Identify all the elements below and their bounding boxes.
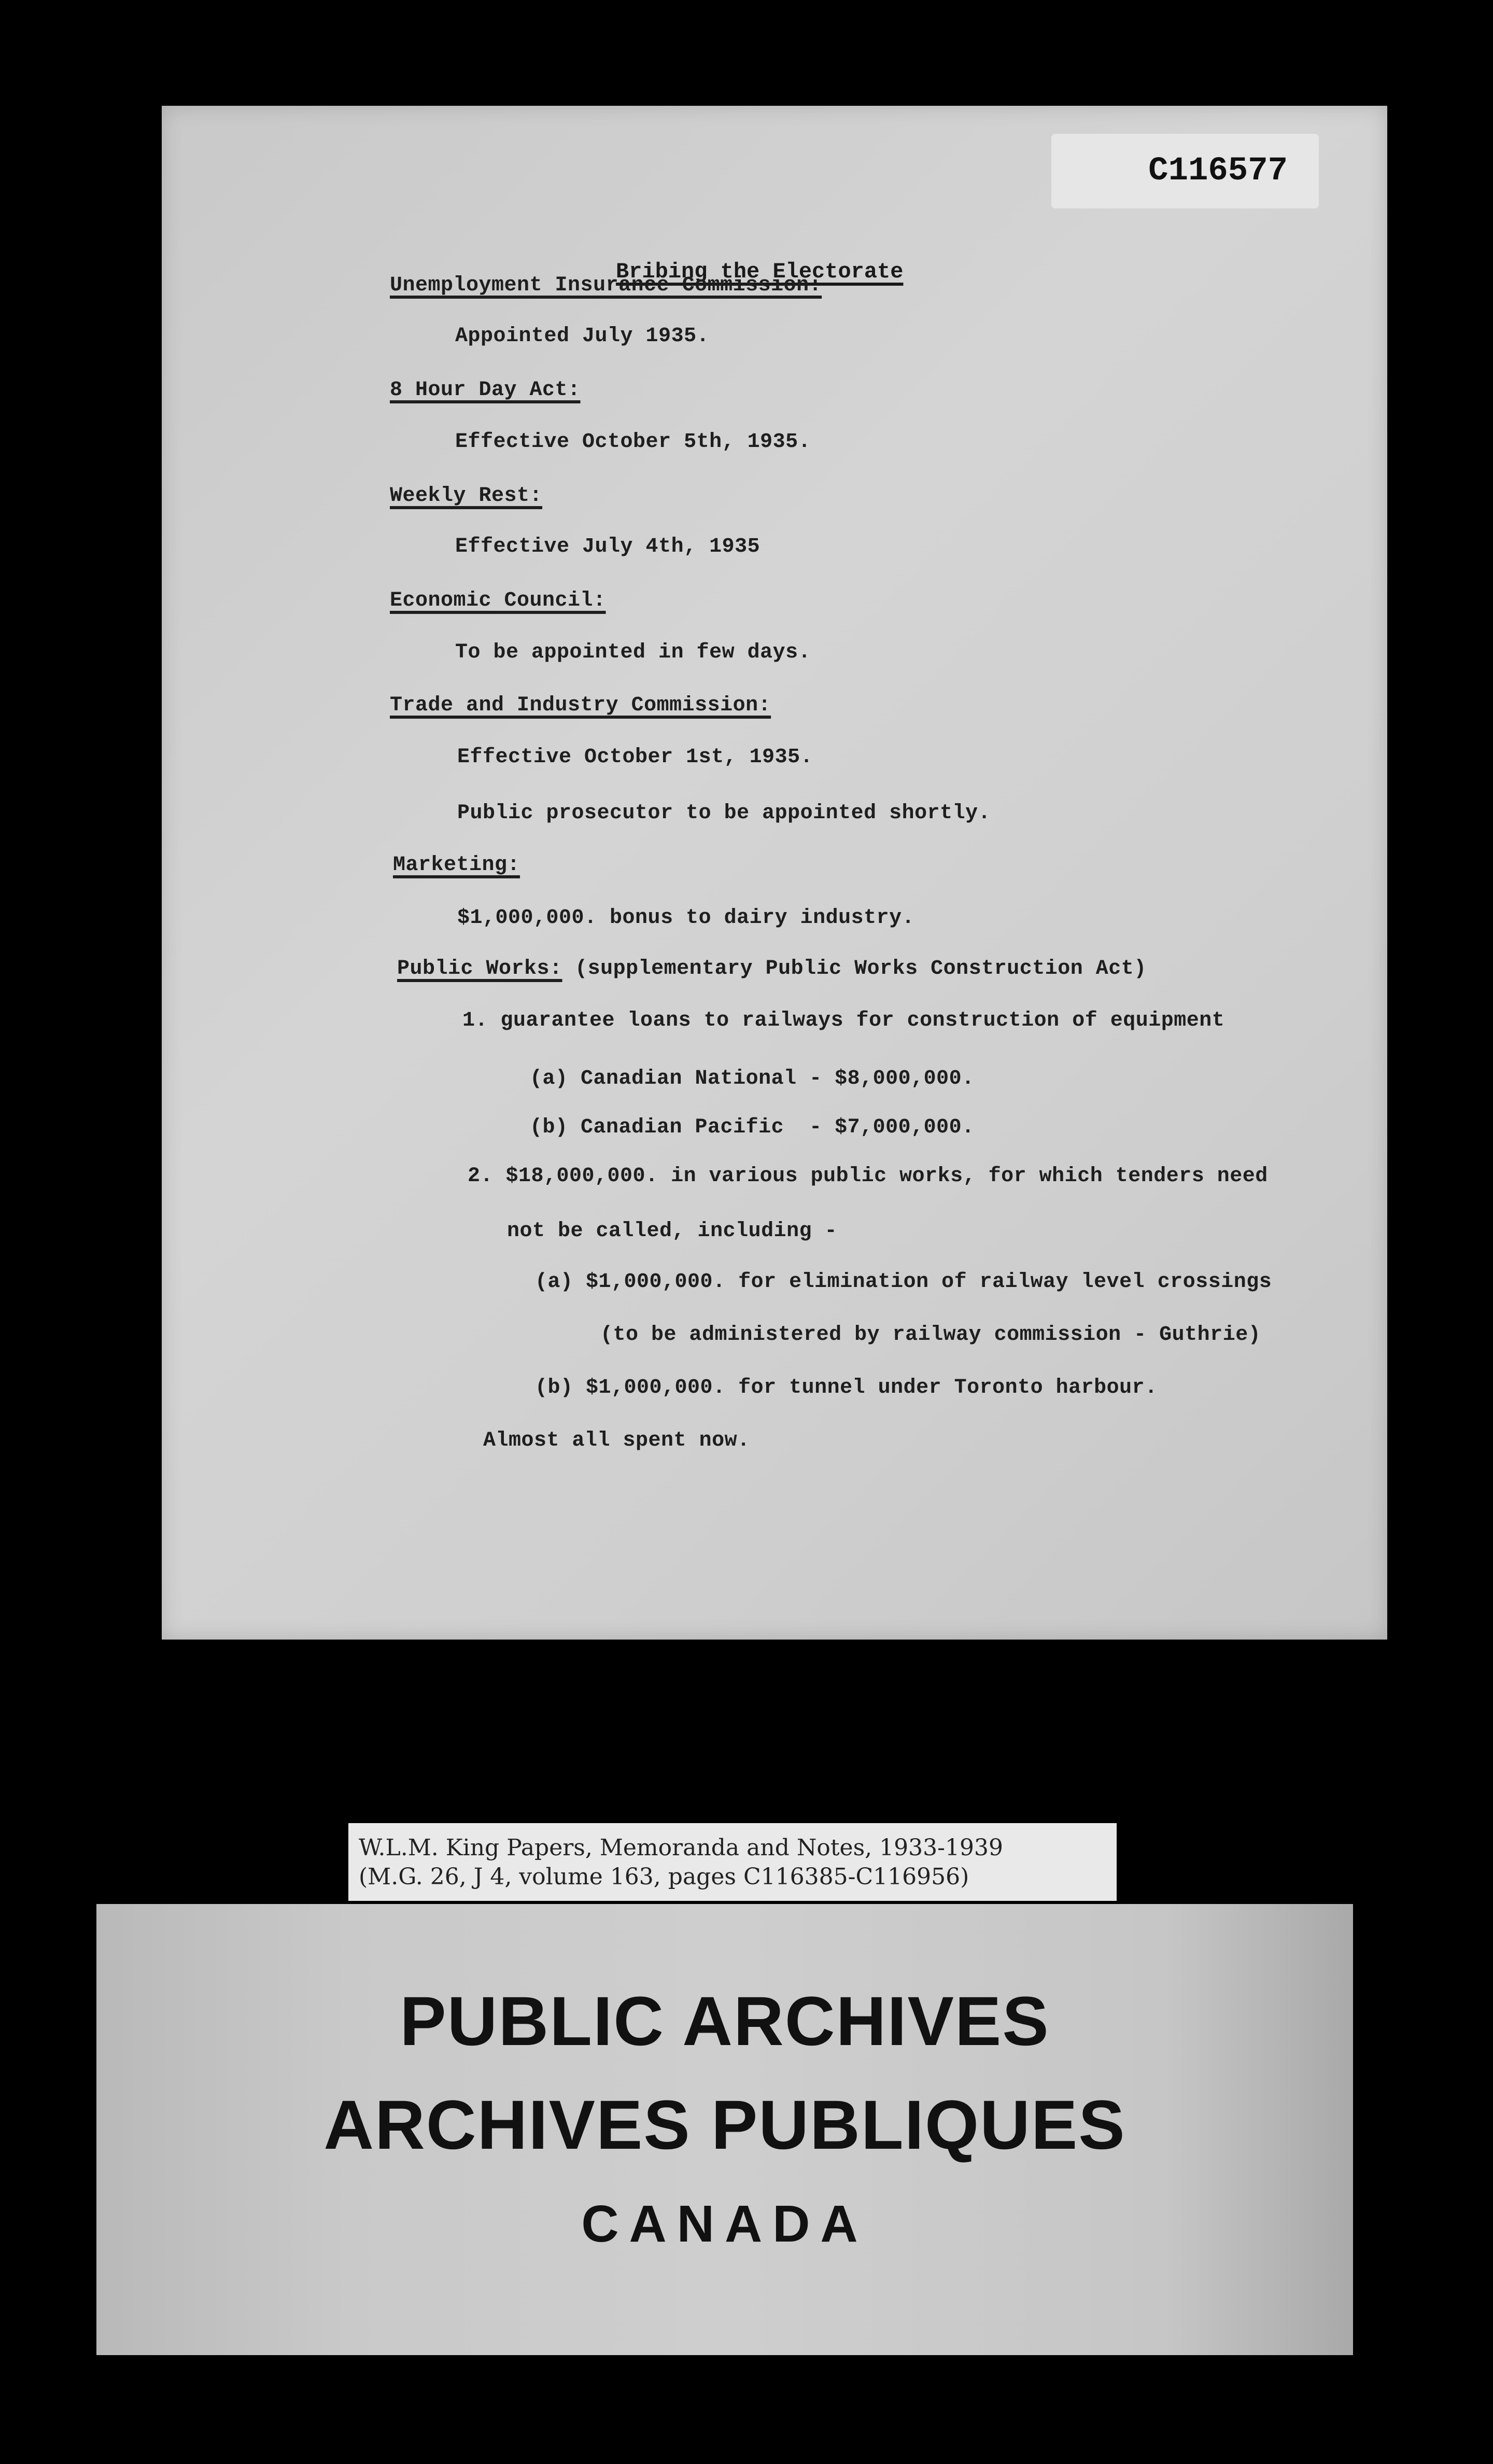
body-line — [455, 430, 811, 454]
body-line-text: $1,000,000. bonus to dairy industry. — [457, 906, 915, 930]
body-line-text: not be called, including - — [507, 1220, 838, 1243]
body-line — [457, 746, 813, 769]
section-heading-text: Weekly Rest: — [390, 484, 543, 508]
body-line-text: Effective October 1st, 1935. — [457, 746, 813, 769]
body-line — [455, 325, 709, 348]
body-line — [535, 1270, 1272, 1294]
body-line — [457, 906, 914, 930]
archives-plate — [96, 1904, 1353, 2355]
body-line — [455, 641, 811, 664]
section-heading-text: Marketing: — [393, 853, 520, 877]
body-line — [507, 1220, 837, 1243]
body-line-text: To be appointed in few days. — [455, 641, 811, 664]
body-line — [535, 1376, 1158, 1399]
body-line-text: Public prosecutor to be appointed shortly. — [457, 802, 991, 825]
body-line-text: 2. $18,000,000. in various public works, for which tenders need — [468, 1165, 1268, 1188]
body-line-text: Effective October 5th, 1935. — [455, 430, 811, 454]
section-heading-text: 8 Hour Day Act: — [390, 379, 581, 402]
body-line — [483, 1429, 750, 1452]
archive-label-line-2: (M.G. 26, J 4, volume 163, pages C116385-C116956) — [359, 1864, 969, 1890]
section-heading-text: Trade and Industry Commission: — [390, 694, 771, 717]
document-page — [162, 106, 1387, 1640]
body-line — [455, 535, 760, 558]
body-line-text: (to be administered by railway commission - Guthrie) — [600, 1323, 1261, 1347]
section-heading — [390, 274, 822, 297]
body-line-text: (b) $1,000,000. for tunnel under Toronto harbour. — [535, 1376, 1158, 1399]
section-heading — [390, 484, 542, 508]
body-line — [462, 1009, 1224, 1032]
section-heading — [393, 853, 520, 877]
body-line — [468, 1165, 1268, 1188]
body-line-text: (b) Canadian Pacific - $7,000,000. — [530, 1116, 975, 1139]
plate-line-1: PUBLIC ARCHIVES — [400, 1983, 1050, 2060]
section-heading — [390, 694, 771, 717]
body-line-text: Almost all spent now. — [483, 1429, 750, 1452]
section-heading — [390, 379, 581, 402]
section-heading-text: Unemployment Insurance Commission: — [390, 274, 822, 297]
document-title: Bribing the Electorate — [616, 259, 904, 284]
body-line-text: (a) $1,000,000. for elimination of railway level crossings — [535, 1270, 1272, 1294]
body-line — [530, 1067, 975, 1090]
archive-label — [348, 1823, 1117, 1901]
section-heading — [390, 589, 606, 612]
body-line-text: 1. guarantee loans to railways for construction of equipment — [462, 1009, 1225, 1032]
section-heading-text: Public Works: — [397, 957, 562, 981]
body-line — [457, 802, 991, 825]
section-heading-text: Economic Council: — [390, 589, 606, 612]
section-heading-suffix: (supplementary Public Works Construction Act) — [562, 957, 1147, 981]
body-line — [600, 1323, 1261, 1347]
plate-line-3: CANADA — [581, 2195, 868, 2253]
body-line-text: Effective July 4th, 1935 — [455, 535, 760, 558]
archive-label-line-1: W.L.M. King Papers, Memoranda and Notes, 1933-1939 — [359, 1835, 1003, 1861]
section-heading — [397, 957, 1147, 981]
plate-line-2: ARCHIVES PUBLIQUES — [323, 2087, 1126, 2164]
document-stamp: C116577 — [1051, 134, 1319, 208]
body-line-text: (a) Canadian National - $8,000,000. — [530, 1067, 975, 1090]
body-line-text: Appointed July 1935. — [455, 325, 710, 348]
body-line — [530, 1116, 975, 1139]
